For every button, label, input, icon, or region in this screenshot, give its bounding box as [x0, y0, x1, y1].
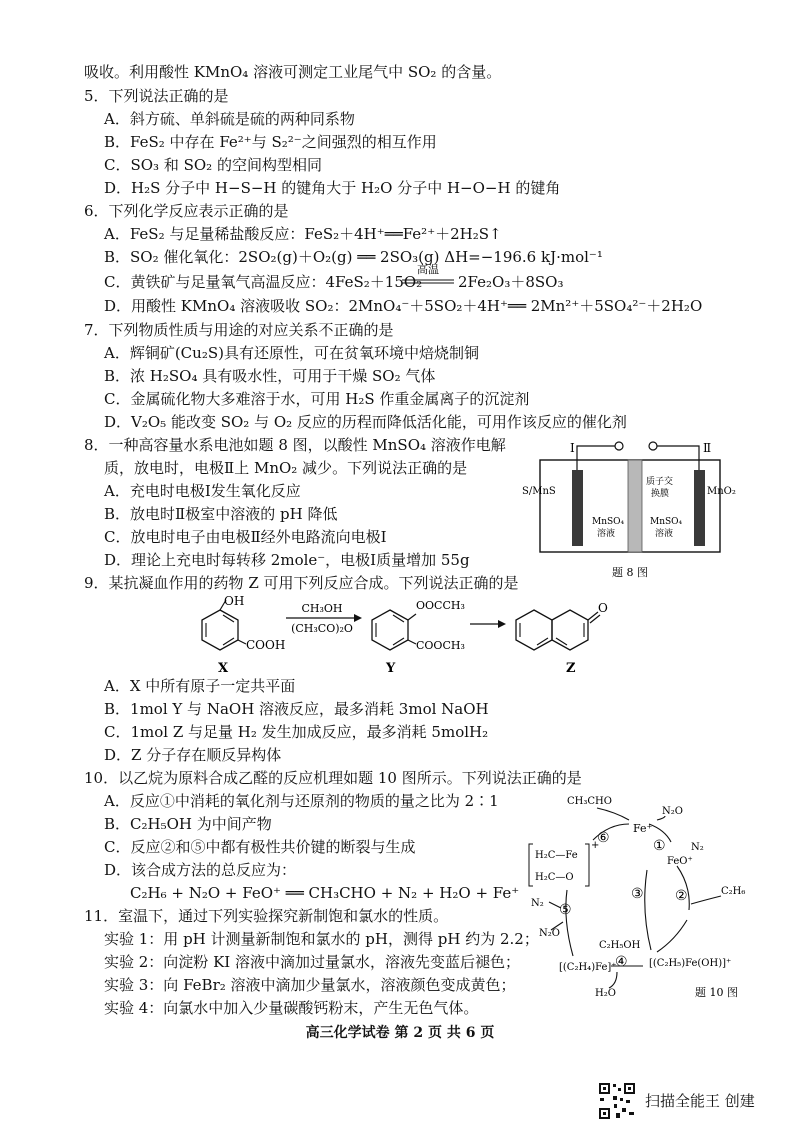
- q7-option-d: D．V₂O₅ 能改变 SO₂ 与 O₂ 反应的历程而降低活化能，可用作该反应的催化剂: [104, 413, 627, 431]
- q6-option-b: B．SO₂ 催化氧化：2SO₂(g)＋O₂(g) ══ 2SO₃(g) ΔH=−196.6 kJ·mol⁻¹: [104, 248, 603, 266]
- cycle-fe-plus: Fe⁺: [633, 822, 653, 835]
- q6-condition-label: 高温: [417, 263, 439, 276]
- q10-overall-equation: C₂H₆ + N₂O + FeO⁺ ══ CH₃CHO + N₂ + H₂O + Fe⁺: [130, 884, 520, 902]
- proton-exchange-membrane: [628, 460, 642, 552]
- qr-code-icon: [598, 1082, 636, 1120]
- q5-option-c: C．SO₃ 和 SO₂ 的空间构型相同: [104, 156, 322, 174]
- cycle-ch3cho: CH₃CHO: [567, 796, 612, 807]
- q6-option-d: D．用酸性 KMnO₄ 溶液吸收 SO₂：2MnO₄⁻＋5SO₂＋4H⁺══ 2Mn²⁺＋5SO₄²⁻＋2H₂O: [104, 297, 703, 315]
- reagent-anhydride: (CH₃CO)₂O: [291, 622, 353, 635]
- complex-charge: +: [591, 840, 600, 851]
- q10-option-d: D．该合成方法的总反应为：: [104, 861, 297, 879]
- wire-right: [657, 446, 699, 470]
- page-footer: 高三化学试卷 第 2 页 共 6 页: [305, 1025, 495, 1041]
- q8-option-a: A．充电时电极Ⅰ发生氧化反应: [104, 482, 301, 500]
- cycle-fe-c2h4: [(C₂H₄)Fe]⁺: [559, 962, 617, 973]
- figure-8-caption: 题 8 图: [612, 566, 648, 579]
- q6-condition-arrow: [400, 262, 456, 290]
- electrode-1: [572, 470, 583, 546]
- cycle-feo-plus: FeO⁺: [667, 856, 693, 867]
- y-ester: COOCH₃: [416, 639, 465, 652]
- electrode-2-label: Ⅱ: [703, 441, 712, 455]
- cycle-complex: [529, 840, 599, 886]
- q5-stem: 5．下列说法正确的是: [84, 87, 229, 105]
- compound-y: [372, 599, 465, 676]
- y-acetoxy: OOCCH₃: [416, 599, 465, 612]
- cycle-n2-out: N₂: [691, 842, 704, 853]
- left-solution-2: 溶液: [597, 529, 616, 539]
- q6-option-c: C．黄铁矿与足量氧气高温反应：4FeS₂＋15O₂: [104, 273, 423, 291]
- q8-option-c: C．放电时电子由电极Ⅱ经外电路流向电极Ⅰ: [104, 528, 387, 546]
- complex-line-2: H₂C—O: [535, 872, 574, 883]
- q6-stem: 6．下列化学反应表示正确的是: [84, 202, 289, 220]
- x-carboxyl: COOH: [246, 638, 286, 652]
- q8-option-b: B．放电时Ⅱ极室中溶液的 pH 降低: [104, 505, 338, 523]
- q10-option-c: C．反应②和⑤中都有极性共价键的断裂与生成: [104, 838, 416, 856]
- figure-10-caption: 题 10 图: [695, 986, 738, 999]
- scanner-brand-text: 扫描全能王 创建: [645, 1092, 755, 1110]
- q7-option-a: A．辉铜矿(Cu₂S)具有还原性，可在贫氧环境中焙烧制铜: [104, 344, 479, 362]
- reaction-arrow-1: [286, 602, 362, 635]
- cycle-step-3: ③: [631, 886, 644, 902]
- electrode-1-label: Ⅰ: [570, 441, 575, 455]
- q11-experiment-3: 实验 3：向 FeBr₂ 溶液中滴加少量氯水，溶液颜色变成黄色；: [104, 976, 516, 994]
- q10-option-b: B．C₂H₅OH 为中间产物: [104, 815, 272, 833]
- left-solution-1: MnSO₄: [592, 517, 625, 527]
- cycle-h2o: H₂O: [595, 988, 616, 999]
- compound-z: [516, 601, 608, 676]
- top-line: 吸收。利用酸性 KMnO₄ 溶液可测定工业尾气中 SO₂ 的含量。: [84, 63, 502, 81]
- q9-option-d: D．Z 分子存在顺反异构体: [104, 746, 282, 764]
- cycle-n2o-in: N₂O: [662, 806, 683, 817]
- reagent-methanol: CH₃OH: [301, 602, 343, 615]
- cycle-n2o-b: N₂O: [539, 928, 560, 939]
- z-carbonyl-oxygen: O: [598, 601, 608, 615]
- wire-left: [577, 446, 615, 470]
- compound-x-label: X: [218, 661, 229, 676]
- q11-experiment-4: 实验 4：向氯水中加入少量碳酸钙粉末，产生无色气体。: [104, 999, 479, 1017]
- cycle-step-1: ①: [653, 838, 666, 854]
- reaction-arrow-2: [470, 620, 506, 628]
- compound-x: [202, 594, 285, 676]
- q7-option-c: C．金属硫化物大多难溶于水，可用 H₂S 作重金属离子的沉淀剂: [104, 390, 530, 408]
- q7-option-b: B．浓 H₂SO₄ 具有吸水性，可用于干燥 SO₂ 气体: [104, 367, 436, 385]
- q5-option-a: A．斜方硫、单斜硫是硫的两种同系物: [104, 110, 355, 128]
- q11-experiment-1: 实验 1：用 pH 计测量新制饱和氯水的 pH，测得 pH 约为 2.2；: [104, 930, 539, 948]
- cycle-step-6: ⑥: [597, 830, 610, 846]
- right-solution-1: MnSO₄: [650, 517, 683, 527]
- q10-option-a: A．反应①中消耗的氧化剂与还原剂的物质的量之比为 2∶1: [104, 792, 499, 810]
- q9-option-c: C．1mol Z 与足量 H₂ 发生加成反应，最多消耗 5molH₂: [104, 723, 489, 741]
- q6-option-c-products: 2Fe₂O₃＋8SO₃: [458, 273, 564, 291]
- right-solution-2: 溶液: [655, 529, 674, 539]
- cycle-c2h6: C₂H₆: [721, 886, 746, 897]
- q5-option-d: D．H₂S 分子中 H−S−H 的键角大于 H₂O 分子中 H−O−H 的键角: [104, 179, 561, 197]
- cycle-step-4: ④: [615, 954, 628, 970]
- terminal-left: [615, 442, 623, 450]
- q6-option-a: A．FeS₂ 与足量稀盐酸反应：FeS₂＋4H⁺══Fe²⁺＋2H₂S↑: [104, 225, 502, 243]
- terminal-right: [649, 442, 657, 450]
- battery-figure: [520, 436, 740, 584]
- cycle-step-5: ⑤: [559, 902, 572, 918]
- catalytic-cycle-figure: [525, 790, 775, 1000]
- compound-z-label: Z: [566, 661, 576, 676]
- q9-option-a: A．X 中所有原子一定共平面: [104, 677, 296, 695]
- q9-stem: 9．某抗凝血作用的药物 Z 可用下列反应合成。下列说法正确的是: [84, 574, 519, 592]
- q5-option-b: B．FeS₂ 中存在 Fe²⁺与 S₂²⁻之间强烈的相互作用: [104, 133, 437, 151]
- q8-stem-2: 质，放电时，电极Ⅱ上 MnO₂ 减少。下列说法正确的是: [104, 459, 468, 477]
- cycle-step-2: ②: [675, 888, 688, 904]
- electrode-2: [694, 470, 705, 546]
- cycle-n2-b: N₂: [531, 898, 544, 909]
- membrane-label-1: 质子交: [646, 477, 674, 487]
- membrane-label-2: 换膜: [651, 489, 670, 499]
- q8-option-d: D．理论上充电时每转移 2mole⁻，电极Ⅰ质量增加 55g: [104, 551, 470, 569]
- compound-y-label: Y: [386, 661, 396, 676]
- cycle-fe-c2h5-oh: [(C₂H₅)Fe(OH)]⁺: [649, 958, 732, 969]
- q8-stem-1: 8．一种高容量水系电池如题 8 图，以酸性 MnSO₄ 溶液作电解: [84, 436, 506, 454]
- q10-stem: 10．以乙烷为原料合成乙醛的反应机理如题 10 图所示。下列说法正确的是: [84, 769, 582, 787]
- complex-line-1: H₂C—Fe: [535, 850, 578, 861]
- q9-reaction-scheme: [180, 592, 620, 676]
- q11-stem: 11．室温下，通过下列实验探究新制饱和氯水的性质。: [84, 907, 449, 925]
- x-hydroxyl: OH: [224, 594, 245, 608]
- right-electrode-material: MnO₂: [707, 486, 736, 497]
- left-electrode-material: S/MnS: [522, 486, 556, 497]
- q9-option-b: B．1mol Y 与 NaOH 溶液反应，最多消耗 3mol NaOH: [104, 700, 489, 718]
- cycle-c2h5oh: C₂H₅OH: [599, 940, 641, 951]
- q7-stem: 7．下列物质性质与用途的对应关系不正确的是: [84, 321, 394, 339]
- q11-experiment-2: 实验 2：向淀粉 KI 溶液中滴加过量氯水，溶液先变蓝后褪色；: [104, 953, 520, 971]
